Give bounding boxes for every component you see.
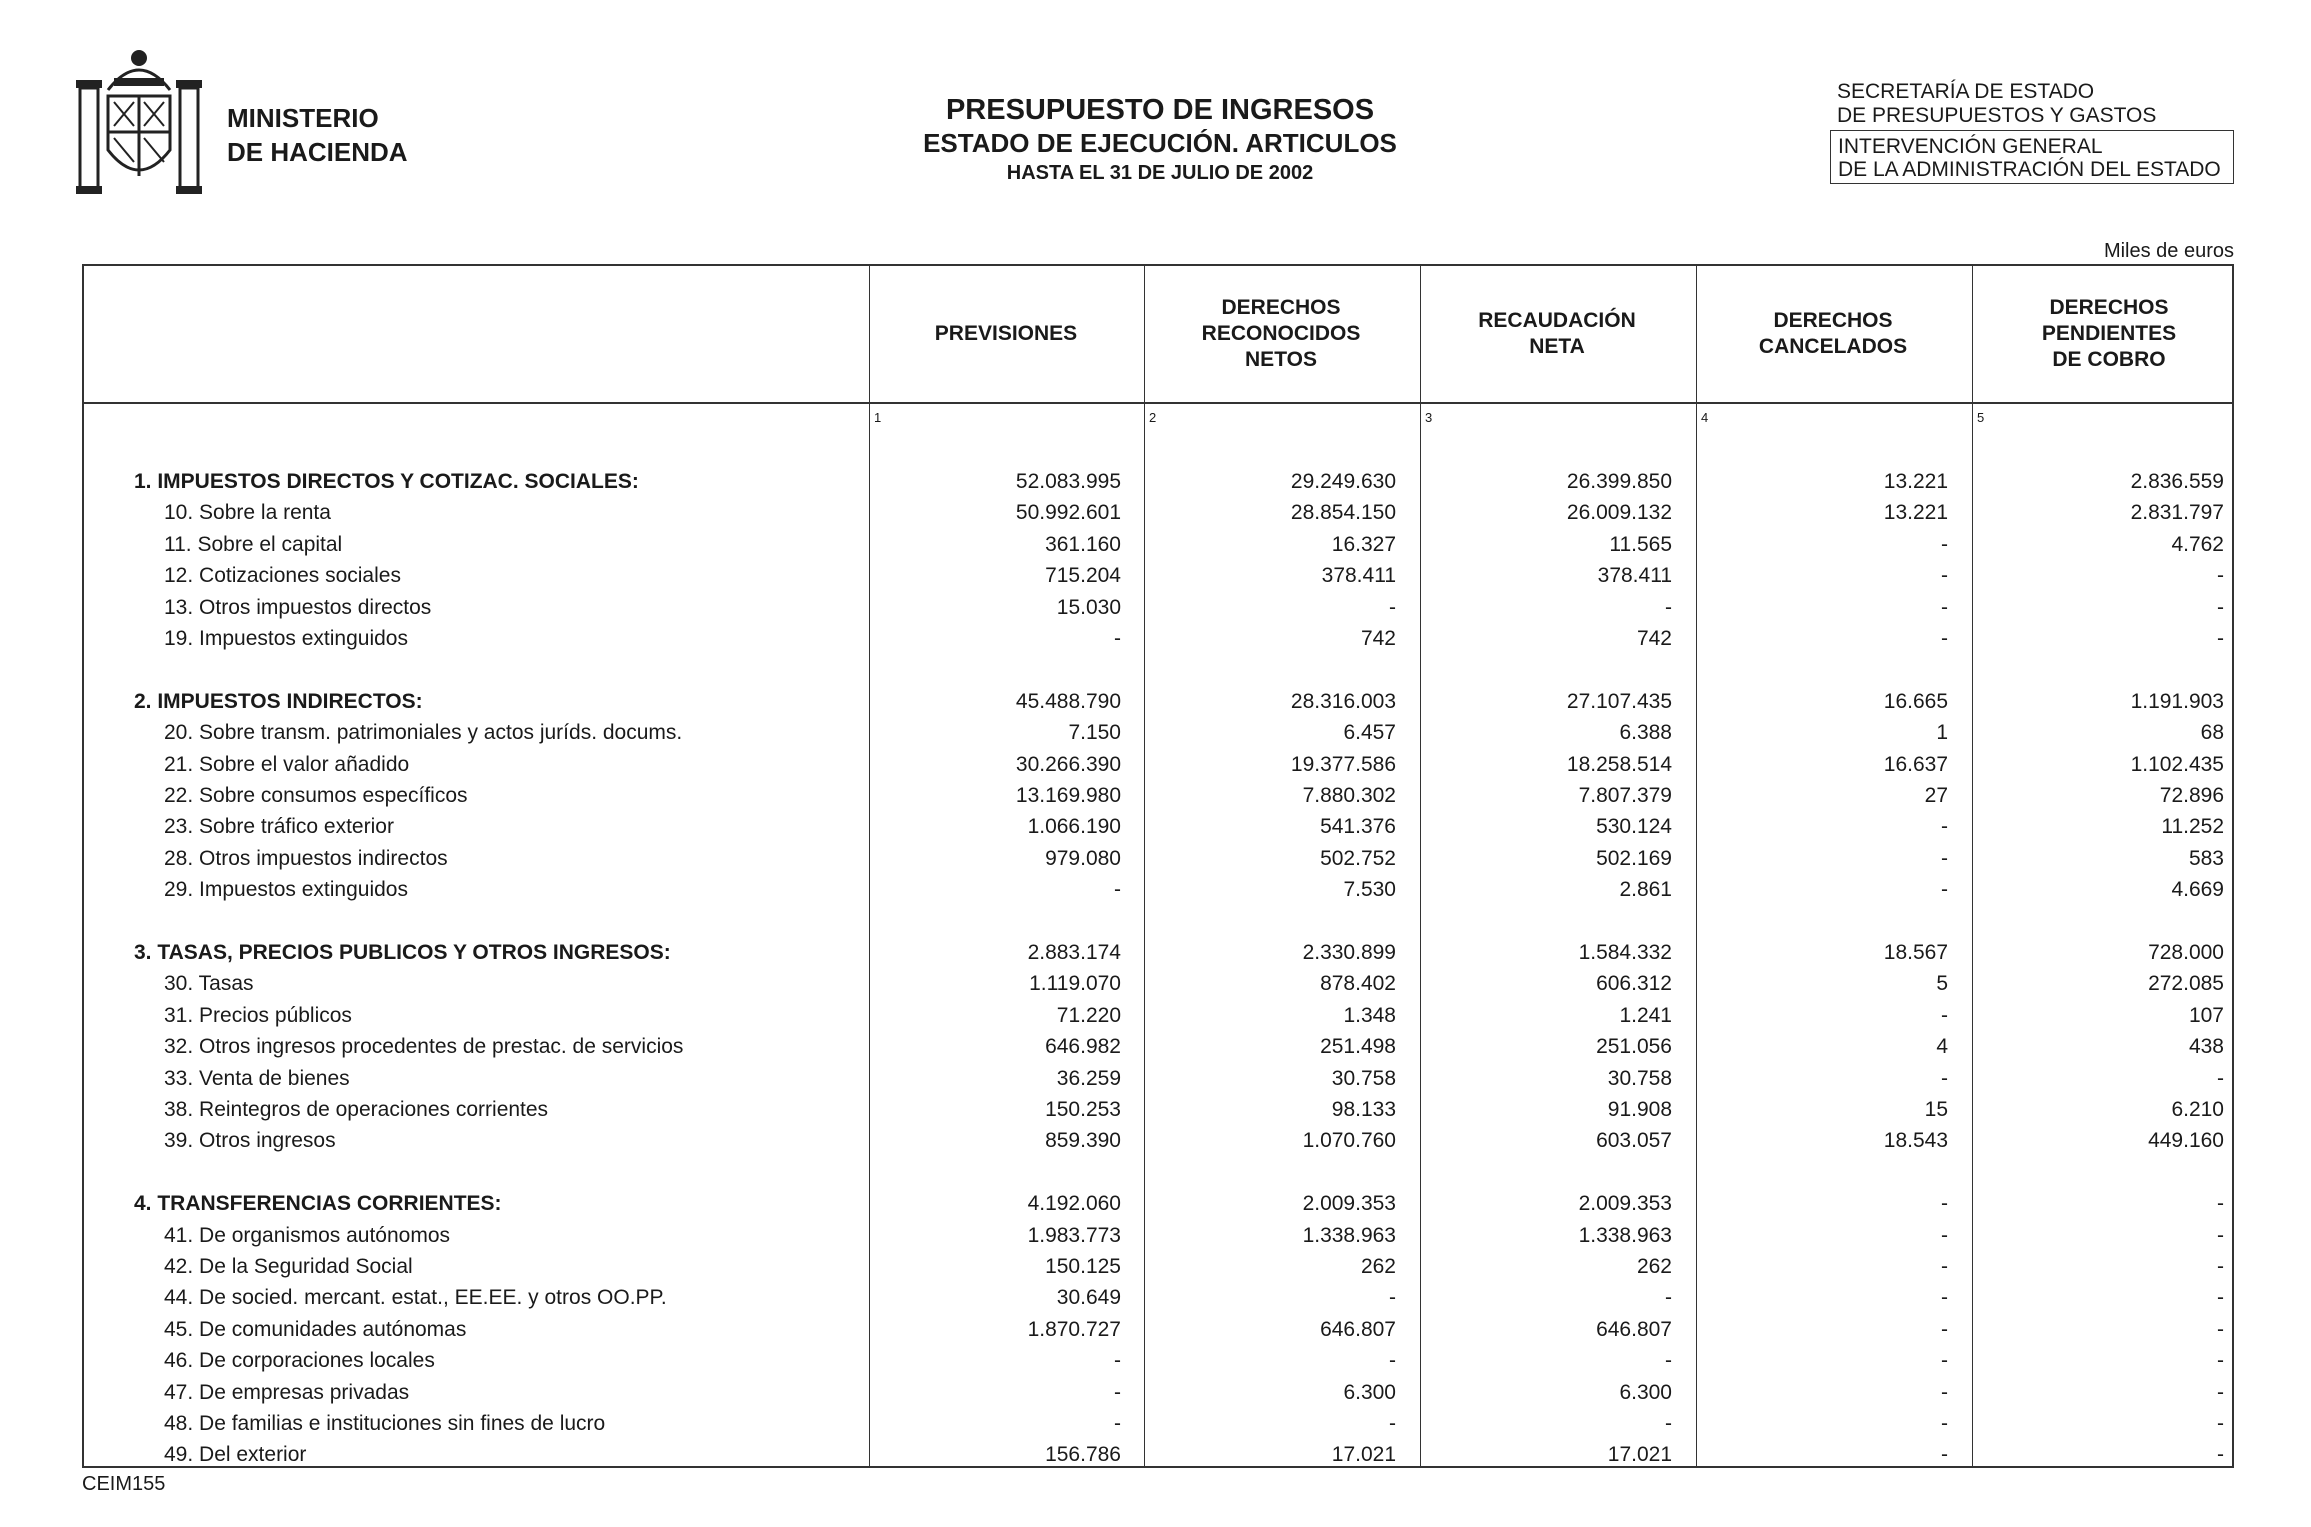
row-label: 28. Otros impuestos indirectos [164, 846, 448, 870]
value-cell: 583 [2188, 846, 2224, 870]
value-cell: 1.338.963 [1578, 1223, 1672, 1247]
value-cell: - [1114, 1349, 1121, 1373]
value-cell: 15.030 [1056, 595, 1121, 619]
value-cell: 4.762 [2171, 532, 2224, 556]
table-row [84, 1314, 2232, 1345]
value-cell: 150.125 [1045, 1255, 1121, 1278]
column-number: 5 [1977, 410, 1985, 425]
value-cell: - [1941, 1223, 1948, 1247]
value-cell: 13.169.980 [1015, 784, 1121, 807]
row-label: 1. IMPUESTOS DIRECTOS Y COTIZAC. SOCIALES: [134, 470, 639, 493]
value-cell: 13.221 [1883, 501, 1948, 525]
value-cell: 28.854.150 [1290, 501, 1396, 525]
row-label: 49. Del exterior [164, 1443, 307, 1467]
value-cell: 50.992.601 [1015, 501, 1121, 525]
row-label: 32. Otros ingresos procedentes de prestac. de servicios [164, 1035, 684, 1059]
column-header: PREVISIONES [934, 322, 1078, 345]
value-cell: 6.300 [1619, 1380, 1672, 1404]
value-cell: 17.021 [1331, 1443, 1396, 1467]
value-cell: - [1941, 1255, 1948, 1278]
value-cell: 262 [1360, 1255, 1396, 1278]
table-row [84, 1094, 2232, 1125]
table-row [84, 1345, 2232, 1376]
value-cell: - [2217, 1349, 2224, 1373]
value-cell: 1.338.963 [1302, 1223, 1396, 1247]
value-cell: - [1941, 564, 1948, 588]
row-label: 23. Sobre tráfico exterior [164, 815, 394, 839]
row-label: 46. De corporaciones locales [164, 1349, 435, 1373]
value-cell: 646.807 [1320, 1317, 1396, 1341]
value-cell: - [2217, 627, 2224, 650]
table-row [84, 1063, 2232, 1094]
value-cell: 2.009.353 [1578, 1192, 1672, 1216]
value-cell: 17.021 [1607, 1443, 1672, 1467]
value-cell: 71.220 [1056, 1003, 1121, 1027]
row-label: 4. TRANSFERENCIAS CORRIENTES: [134, 1192, 502, 1216]
value-cell: 30.758 [1607, 1066, 1672, 1090]
value-cell: 2.836.559 [2130, 470, 2224, 493]
table-row [84, 1220, 2232, 1251]
value-cell: 16.637 [1883, 752, 1948, 776]
value-cell: 1.119.070 [1029, 972, 1121, 996]
value-cell: 150.253 [1045, 1098, 1121, 1121]
value-cell: 13.221 [1883, 470, 1948, 493]
value-cell: 728.000 [2148, 941, 2224, 964]
value-cell: 1.983.773 [1027, 1223, 1121, 1247]
value-cell: 91.908 [1607, 1098, 1672, 1121]
value-cell: 18.543 [1883, 1129, 1948, 1153]
value-cell: 251.056 [1596, 1035, 1672, 1059]
value-cell: 646.982 [1045, 1035, 1121, 1059]
value-cell: - [2217, 1317, 2224, 1341]
value-cell: - [1389, 1349, 1396, 1373]
ministry-line-1: MINISTERIO [227, 103, 379, 133]
table-row [84, 623, 2232, 654]
row-label: 45. De comunidades autónomas [164, 1317, 467, 1341]
value-cell: - [1941, 815, 1948, 839]
value-cell: 1.070.760 [1302, 1129, 1396, 1153]
table-row [84, 1377, 2232, 1408]
value-cell: 1.102.435 [2130, 752, 2224, 776]
value-cell: - [1941, 1412, 1948, 1435]
value-cell: 26.009.132 [1566, 501, 1672, 525]
secretaria-line-2: DE PRESUPUESTOS Y GASTOS [1837, 104, 2157, 127]
column-header: RECAUDACIÓN NETA [1478, 309, 1636, 358]
column-header: DERECHOS PENDIENTES DE COBRO [2041, 296, 2177, 371]
row-label: 3. TASAS, PRECIOS PUBLICOS Y OTROS INGRESOS: [134, 941, 671, 964]
value-cell: 6.388 [1619, 721, 1672, 745]
value-cell: 4.192.060 [1027, 1192, 1121, 1216]
value-cell: 18.567 [1883, 941, 1948, 964]
table-row [84, 529, 2232, 560]
column-number: 4 [1701, 410, 1709, 425]
table-row [84, 1439, 2232, 1470]
value-cell: 29.249.630 [1290, 470, 1396, 493]
value-cell: 7.150 [1068, 721, 1121, 745]
value-cell: - [1941, 595, 1948, 619]
value-cell: - [1389, 595, 1396, 619]
row-label: 44. De socied. mercant. estat., EE.EE. y otros OO.PP. [164, 1286, 667, 1310]
value-cell: - [2217, 1223, 2224, 1247]
value-cell: - [1665, 595, 1672, 619]
value-cell: - [2217, 1286, 2224, 1310]
row-label: 31. Precios públicos [164, 1003, 352, 1027]
table-row [84, 1408, 2232, 1439]
value-cell: 27 [1924, 784, 1948, 807]
value-cell: 378.411 [1321, 564, 1396, 588]
row-label: 42. De la Seguridad Social [164, 1255, 413, 1278]
table-row [84, 749, 2232, 780]
value-cell: - [2217, 595, 2224, 619]
table-row [84, 497, 2232, 528]
report-subtitle: ESTADO DE EJECUCIÓN. ARTICULOS [923, 128, 1397, 158]
intervencion-line-1: INTERVENCIÓN GENERAL [1838, 135, 2103, 158]
table-row [84, 560, 2232, 591]
value-cell: - [1941, 1443, 1948, 1467]
units-label: Miles de euros [2103, 240, 2234, 262]
value-cell: 11.565 [1609, 532, 1672, 556]
row-label: 2. IMPUESTOS INDIRECTOS: [134, 689, 423, 713]
value-cell: 30.266.390 [1015, 752, 1121, 776]
row-label: 38. Reintegros de operaciones corrientes [164, 1098, 549, 1121]
value-cell: 449.160 [2148, 1129, 2224, 1153]
value-cell: 15 [1924, 1098, 1948, 1121]
value-cell: 361.160 [1045, 532, 1121, 556]
value-cell: - [1941, 532, 1948, 556]
value-cell: 7.807.379 [1578, 784, 1672, 807]
value-cell: 6.457 [1343, 721, 1396, 745]
table-row [84, 592, 2232, 623]
row-label: 33. Venta de bienes [164, 1066, 350, 1090]
value-cell: 16.665 [1883, 689, 1948, 713]
value-cell: 26.399.850 [1566, 470, 1672, 493]
column-header: DERECHOS RECONOCIDOS NETOS [1201, 296, 1361, 371]
value-cell: 378.411 [1597, 564, 1672, 588]
value-cell: 438 [2188, 1035, 2224, 1059]
value-cell: - [2217, 1412, 2224, 1435]
value-cell: 742 [1636, 627, 1672, 650]
row-label: 39. Otros ingresos [164, 1129, 336, 1153]
value-cell: 6.300 [1343, 1380, 1396, 1404]
value-cell: - [2217, 564, 2224, 588]
value-cell: - [1941, 1380, 1948, 1404]
value-cell: - [1389, 1412, 1396, 1435]
secretaria-label [1837, 80, 2156, 128]
ministry-line-2: DE HACIENDA [227, 137, 408, 167]
row-label: 13. Otros impuestos directos [164, 595, 432, 619]
value-cell: - [1941, 1003, 1948, 1027]
secretaria-line-1: SECRETARÍA DE ESTADO [1837, 80, 2095, 103]
column-number: 1 [874, 410, 882, 425]
row-label: 21. Sobre el valor añadido [164, 752, 410, 776]
value-cell: 502.169 [1596, 846, 1672, 870]
value-cell: 107 [2188, 1003, 2224, 1027]
row-label: 19. Impuestos extinguidos [164, 627, 408, 650]
value-cell: 2.883.174 [1027, 941, 1121, 964]
value-cell: 156.786 [1045, 1443, 1121, 1467]
header-divider [84, 402, 2232, 404]
value-cell: 7.530 [1343, 878, 1396, 902]
section-row [84, 1188, 2232, 1219]
value-cell: 1 [1936, 721, 1948, 745]
value-cell: 1.241 [1619, 1003, 1672, 1027]
report-date: HASTA EL 31 DE JULIO DE 2002 [1006, 162, 1314, 184]
value-cell: 36.259 [1056, 1066, 1121, 1090]
budget-table [82, 264, 2234, 1468]
value-cell: 30.649 [1056, 1286, 1121, 1310]
value-cell: - [1941, 627, 1948, 650]
value-cell: 4 [1936, 1035, 1948, 1059]
value-cell: 1.584.332 [1578, 941, 1672, 964]
column-header: DERECHOS CANCELADOS [1758, 309, 1908, 358]
table-row [84, 874, 2232, 905]
value-cell: 262 [1636, 1255, 1672, 1278]
report-code: CEIM155 [82, 1473, 166, 1495]
section-row [84, 686, 2232, 717]
value-cell: 715.204 [1045, 564, 1121, 588]
intervencion-line-2: DE LA ADMINISTRACIÓN DEL ESTADO [1838, 158, 2221, 181]
value-cell: 18.258.514 [1566, 752, 1672, 776]
value-cell: - [1114, 627, 1121, 650]
value-cell: 646.807 [1596, 1317, 1672, 1341]
table-row [84, 717, 2232, 748]
table-row [84, 1125, 2232, 1156]
row-label: 30. Tasas [164, 972, 254, 996]
row-label: 41. De organismos autónomos [164, 1223, 450, 1247]
value-cell: 30.758 [1331, 1066, 1396, 1090]
report-title: PRESUPUESTO DE INGRESOS [945, 94, 1375, 126]
value-cell: - [1665, 1412, 1672, 1435]
value-cell: - [1941, 846, 1948, 870]
value-cell: 2.831.797 [2130, 501, 2224, 525]
value-cell: - [1114, 1412, 1121, 1435]
value-cell: 272.085 [2148, 972, 2224, 996]
value-cell: 541.376 [1320, 815, 1396, 839]
value-cell: 606.312 [1596, 972, 1672, 996]
section-row [84, 937, 2232, 968]
value-cell: - [1389, 1286, 1396, 1310]
value-cell: 502.752 [1320, 846, 1396, 870]
value-cell: 251.498 [1320, 1035, 1396, 1059]
row-label: 12. Cotizaciones sociales [164, 564, 401, 588]
value-cell: 859.390 [1045, 1129, 1121, 1153]
value-cell: 68 [2200, 721, 2224, 745]
value-cell: 979.080 [1045, 846, 1121, 870]
table-row [84, 843, 2232, 874]
value-cell: - [1941, 1286, 1948, 1310]
table-row [84, 811, 2232, 842]
value-cell: 530.124 [1596, 815, 1672, 839]
value-cell: 742 [1360, 627, 1396, 650]
row-label: 47. De empresas privadas [164, 1380, 410, 1404]
value-cell: - [1665, 1349, 1672, 1373]
intervencion-box [1830, 130, 2234, 184]
value-cell: 2.861 [1619, 878, 1672, 902]
value-cell: 16.327 [1331, 532, 1396, 556]
value-cell: 1.348 [1343, 1003, 1396, 1027]
value-cell: - [2217, 1443, 2224, 1467]
value-cell: 1.870.727 [1027, 1317, 1121, 1341]
column-number: 2 [1149, 410, 1157, 425]
ministry-name [227, 101, 408, 169]
row-label: 48. De familias e instituciones sin fines de lucro [164, 1412, 606, 1435]
value-cell: - [1941, 1317, 1948, 1341]
value-cell: 11.252 [2161, 815, 2224, 839]
value-cell: 6.210 [2171, 1098, 2224, 1121]
value-cell: 1.191.903 [2130, 689, 2224, 713]
value-cell: 7.880.302 [1302, 784, 1396, 807]
value-cell: 72.896 [2159, 784, 2224, 807]
value-cell: - [1941, 878, 1948, 902]
table-row [84, 1251, 2232, 1282]
value-cell: 28.316.003 [1290, 689, 1396, 713]
value-cell: - [1665, 1286, 1672, 1310]
section-row [84, 466, 2232, 497]
row-label: 20. Sobre transm. patrimoniales y actos juríds. docums. [164, 721, 683, 745]
value-cell: 878.402 [1320, 972, 1396, 996]
value-cell: 2.330.899 [1302, 941, 1396, 964]
value-cell: - [2217, 1380, 2224, 1404]
value-cell: 19.377.586 [1290, 752, 1396, 776]
row-label: 10. Sobre la renta [164, 501, 331, 525]
table-row [84, 1000, 2232, 1031]
column-number: 3 [1425, 410, 1433, 425]
row-label: 11. Sobre el capital [164, 532, 343, 556]
table-row [84, 968, 2232, 999]
report-titles [780, 93, 1540, 187]
value-cell: 4.669 [2171, 878, 2224, 902]
value-cell: 603.057 [1596, 1129, 1672, 1153]
value-cell: 2.009.353 [1302, 1192, 1396, 1216]
row-label: 22. Sobre consumos específicos [164, 784, 468, 807]
value-cell: - [2217, 1255, 2224, 1278]
value-cell: - [1941, 1192, 1948, 1216]
value-cell: - [1941, 1349, 1948, 1373]
value-cell: - [1941, 1066, 1948, 1090]
value-cell: 27.107.435 [1566, 689, 1672, 713]
value-cell: - [2217, 1192, 2224, 1216]
value-cell: 45.488.790 [1015, 689, 1121, 713]
value-cell: 98.133 [1331, 1098, 1396, 1121]
table-row [84, 1031, 2232, 1062]
value-cell: 52.083.995 [1015, 470, 1121, 493]
coat-of-arms-logo [74, 40, 204, 198]
value-cell: 5 [1936, 972, 1948, 996]
value-cell: - [2217, 1066, 2224, 1090]
value-cell: 1.066.190 [1027, 815, 1121, 839]
table-row [84, 1282, 2232, 1313]
table-row [84, 780, 2232, 811]
row-label: 29. Impuestos extinguidos [164, 878, 408, 902]
value-cell: - [1114, 1380, 1121, 1404]
value-cell: - [1114, 878, 1121, 902]
